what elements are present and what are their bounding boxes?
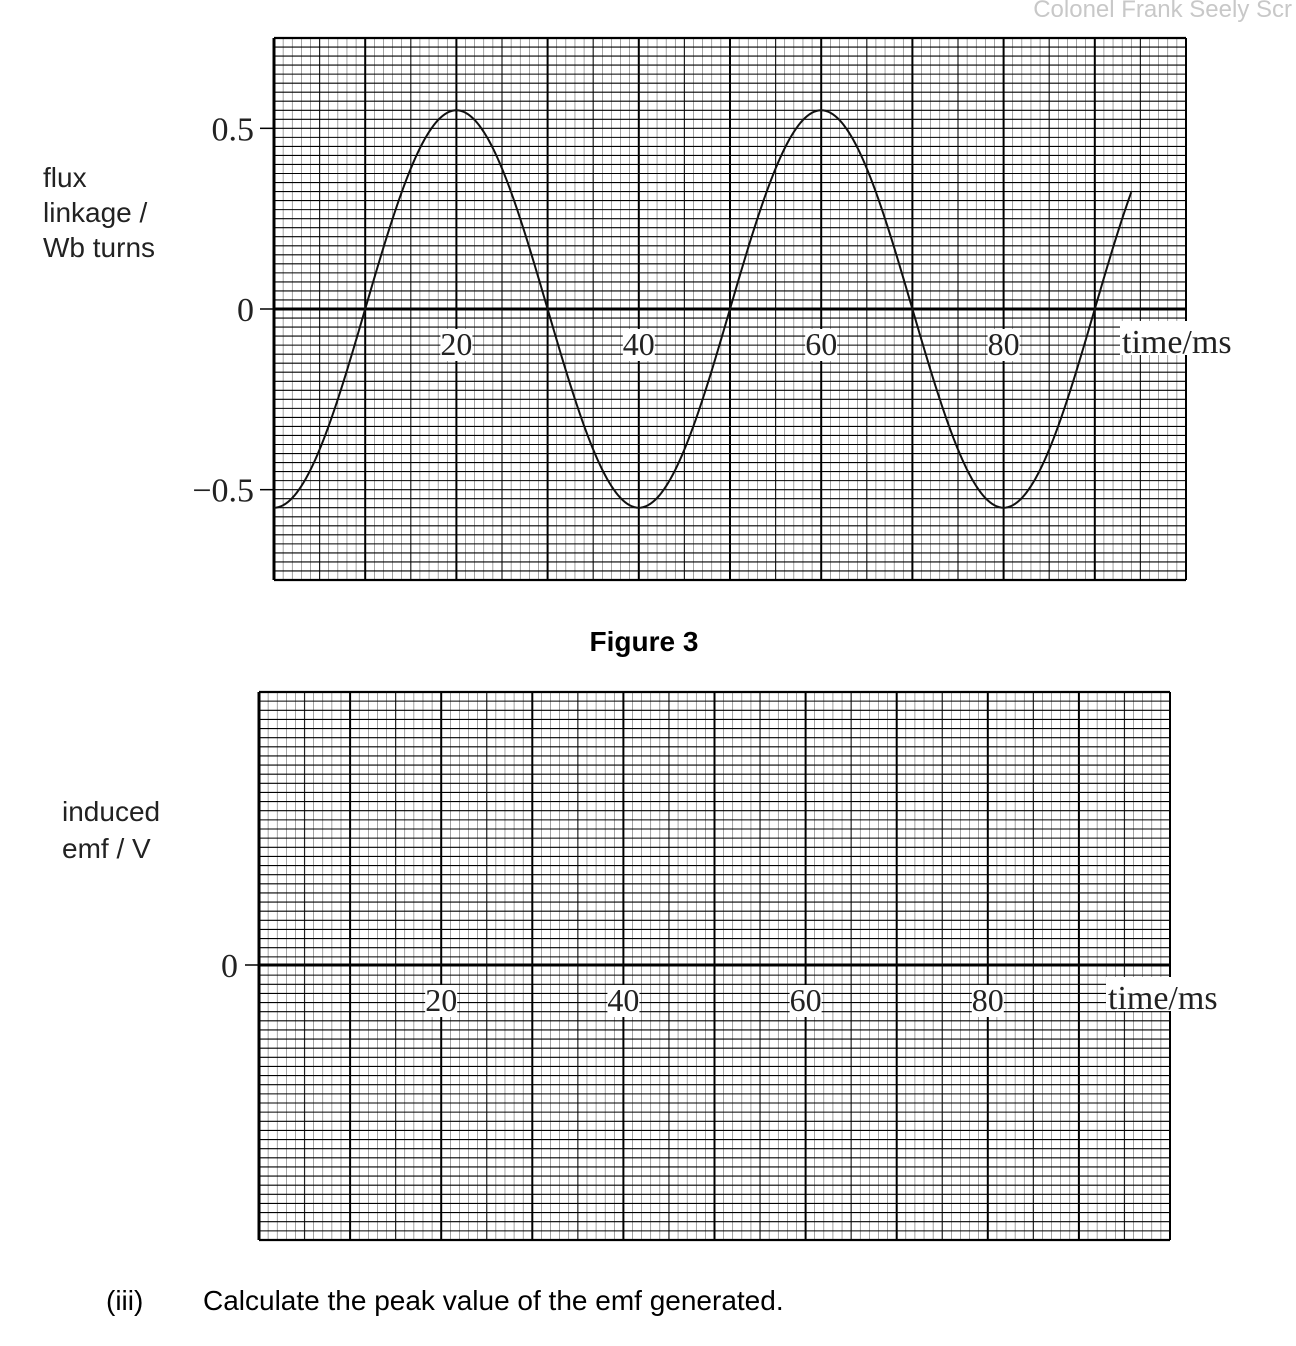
figure-caption: Figure 3 [589,626,699,657]
chart1-x-tick-label: 40 [622,326,655,362]
chart2-x-tick-label: 40 [607,982,640,1018]
chart1-y-axis-label: flux [43,162,87,193]
chart2-y-axis-label: emf / V [62,833,151,864]
question-text: Calculate the peak value of the emf generated. [203,1285,784,1316]
chart1-x-tick-label: 80 [987,326,1020,362]
chart1-y-tick-label: 0.5 [211,111,254,149]
induced-emf-chart [62,692,1246,1240]
watermark: Colonel Frank Seely Scr [1033,0,1292,23]
chart2-x-tick-label: 20 [425,982,458,1018]
question-number: (iii) [106,1285,144,1316]
chart1-y-axis-label: Wb turns [43,232,156,263]
chart1-y-tick-label: 0 [237,292,254,329]
chart2-x-axis-label: time/ms [1108,980,1218,1017]
chart2-y-axis-label: induced [62,796,161,827]
chart1-x-tick-label: 60 [805,326,838,362]
chart1-x-tick-label: 20 [440,326,473,362]
chart1-y-tick-label: −0.5 [192,472,254,510]
chart2-y-tick-label: 0 [221,948,238,985]
chart2-x-tick-label: 80 [971,982,1004,1018]
flux-linkage-chart [43,38,1260,580]
chart1-y-axis-label: linkage / [43,197,148,228]
chart2-x-tick-label: 60 [789,982,822,1018]
chart1-x-axis-label: time/ms [1122,324,1232,361]
